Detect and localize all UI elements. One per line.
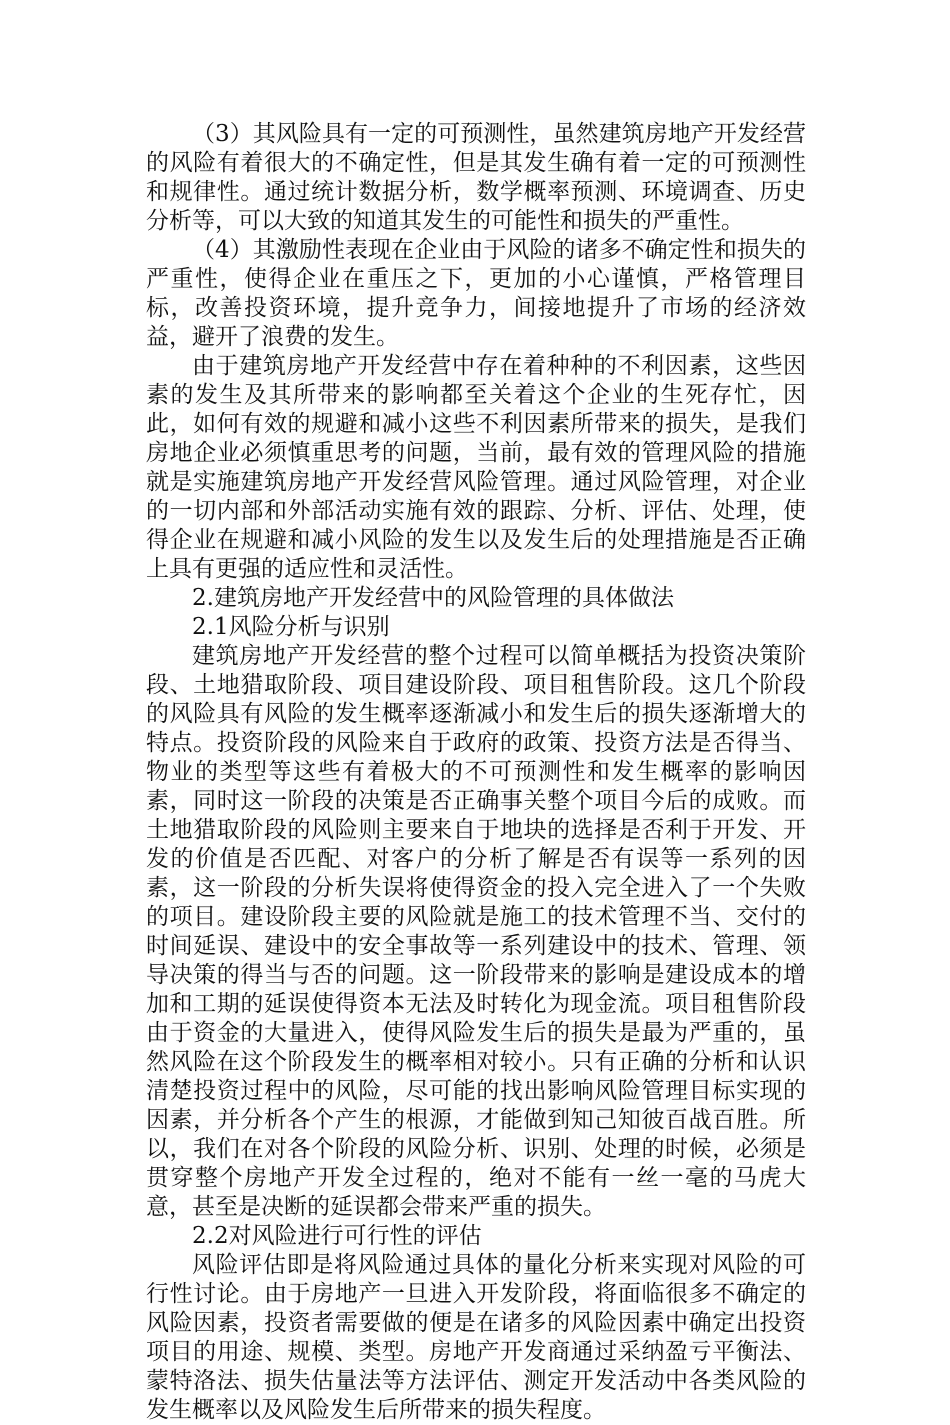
section-heading-2: 2.建筑房地产开发经营中的风险管理的具体做法 xyxy=(192,585,674,611)
paragraph-risk-assessment: 风险评估即是将风险通过具体的量化分析来实现对风险的可行性讨论。由于房地产一旦进入开发阶段，将面临很多不确定的风险因素，投资者需要做的便是在诸多的风险因素中确定出投资项目的用途、规模、类型。房地产开发商通过采纳盈亏平衡法、蒙特洛法、损失估量法等方法评估、测定开发活动中各类风险的发生概率以及风险发生后所带来的损失程度。 xyxy=(146,1252,806,1423)
paragraph-risk-predictability: （3）其风险具有一定的可预测性，虽然建筑房地产开发经营的风险有着很大的不确定性，但是其发生确有着一定的可预测性和规律性。通过统计数据分析，数学概率预测、环境调查、历史分析等，可以大致的知道其发生的可能性和损失的严重性。 xyxy=(146,121,806,234)
section-heading-2-1: 2.1风险分析与识别 xyxy=(192,614,390,640)
paragraph-risk-analysis: 建筑房地产开发经营的整个过程可以简单概括为投资决策阶段、土地猎取阶段、项目建设阶段、项目租售阶段。这几个阶段的风险具有风险的发生概率逐渐减小和发生后的损失逐渐增大的特点。投资阶段的风险来自于政府的政策、投资方法是否得当、物业的类型等这些有着极大的不可预测性和发生概率的影响因素，同时这一阶段的决策是否正确事关整个项目今后的成败。而土地猎取阶段的风险则主要来自于地块的选择是否利于开发、开发的价值是否匹配、对客户的分析了解是否有误等一系列的因素，这一阶段的分析失误将使得资金的投入完全进入了一个失败的项目。建设阶段主要的风险就是施工的技术管理不当、交付的时间延误、建设中的安全事故等一系列建设中的技术、管理、领导决策的得当与否的问题。这一阶段带来的影响是建设成本的增加和工期的延误使得资本无法及时转化为现金流。项目租售阶段由于资金的大量进入，使得风险发生后的损失是最为严重的，虽然风险在这个阶段发生的概率相对较小。只有正确的分析和认识清楚投资过程中的风险，尽可能的找出影响风险管理目标实现的因素，并分析各个产生的根源，才能做到知己知彼百战百胜。所以，我们在对各个阶段的风险分析、识别、处理的时候，必须是贯穿整个房地产开发全过程的，绝对不能有一丝一毫的马虎大意，甚至是决断的延误都会带来严重的损失。 xyxy=(146,643,806,1220)
paragraph-risk-management-intro: 由于建筑房地产开发经营中存在着种种的不利因素，这些因素的发生及其所带来的影响都至关着这个企业的生死存忙，因此，如何有效的规避和减小这些不利因素所带来的损失，是我们房地企业必须慎重思考的问题，当前，最有效的管理风险的措施就是实施建筑房地产开发经营风险管理。通过风险管理，对企业的一切内部和外部活动实施有效的跟踪、分析、评估、处理，使得企业在规避和减小风险的发生以及发生后的处理措施是否正确上具有更强的适应性和灵活性。 xyxy=(146,353,806,582)
paragraph-risk-incentive: （4）其激励性表现在企业由于风险的诸多不确定性和损失的严重性，使得企业在重压之下，更加的小心谨慎，严格管理目标，改善投资环境，提升竞争力，间接地提升了市场的经济效益，避开了浪费的发生。 xyxy=(146,237,806,350)
document-page xyxy=(146,120,806,1425)
section-heading-2-2: 2.2对风险进行可行性的评估 xyxy=(192,1223,482,1249)
